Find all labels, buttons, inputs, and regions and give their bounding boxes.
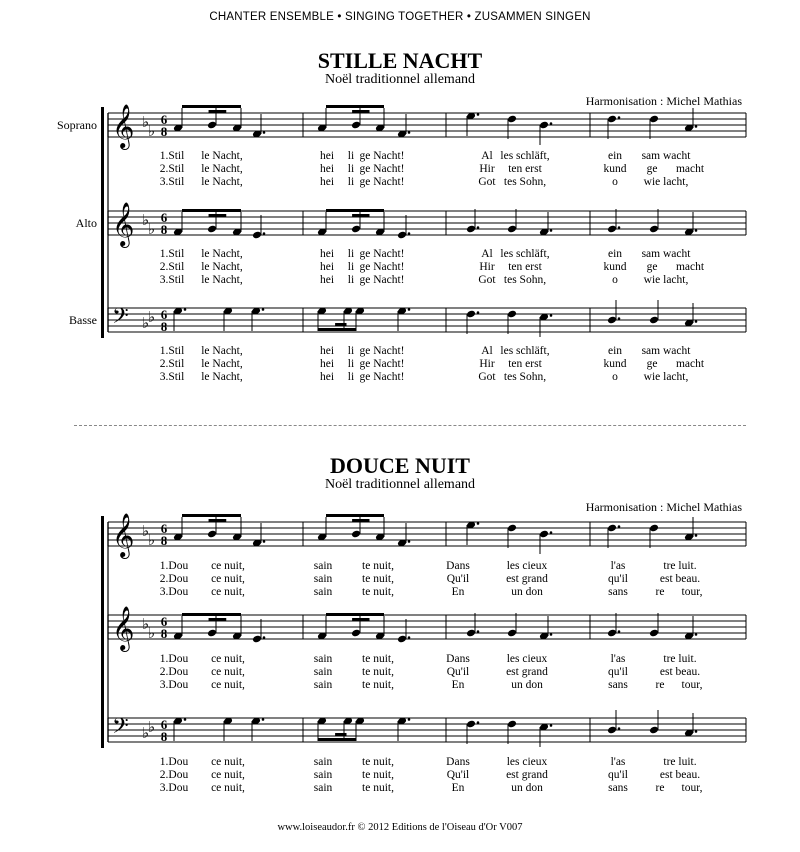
lyric-syllable: tes Sohn,: [503, 274, 547, 286]
treble-clef-icon: 𝄞: [112, 515, 135, 557]
lyric-syllable: 1.Dou: [159, 560, 189, 572]
lyric-syllable: Got: [478, 371, 496, 383]
lyric-syllable: sain: [313, 769, 333, 781]
lyric-syllable: sain: [313, 653, 333, 665]
lyric-syllable: ce nuit,: [211, 666, 245, 678]
lyric-syllable: les cieux: [506, 756, 548, 768]
lyric-syllable: re: [655, 782, 665, 794]
beam: [209, 110, 227, 113]
subtitle-douce-nuit: Noël traditionnel allemand: [324, 477, 476, 492]
lyric-syllable: est beau.: [659, 769, 701, 781]
lyric-syllable: le Nacht,: [201, 261, 243, 273]
time-signature-top: 6: [160, 521, 168, 536]
note-dot: [618, 525, 621, 528]
treble-clef-icon: 𝄞: [112, 106, 135, 148]
lyric-syllable: ce nuit,: [211, 756, 245, 768]
lyric-syllable: ce nuit,: [211, 653, 245, 665]
time-signature-top: 6: [160, 717, 168, 732]
lyric-syllable: Hir: [479, 163, 495, 175]
lyric-syllable: wie lacht,: [643, 176, 689, 188]
note-dot: [184, 308, 187, 311]
lyric-syllable: kund: [603, 358, 627, 370]
note-dot: [262, 718, 265, 721]
voice-label-basse: Basse: [69, 313, 97, 327]
lyric-syllable: sain: [313, 679, 333, 691]
lyric-syllable: le Nacht,: [201, 371, 243, 383]
time-signature-bottom: 8: [160, 626, 168, 641]
lyric-syllable: kund: [603, 163, 627, 175]
lyric-syllable: ce nuit,: [211, 679, 245, 691]
lyric-syllable: qu'il: [608, 769, 628, 781]
lyric-syllable: kund: [603, 261, 627, 273]
flat-icon: ♭: [148, 720, 156, 736]
note-dot: [618, 727, 621, 730]
lyric-syllable: te nuit,: [362, 653, 394, 665]
lyric-syllable: le Nacht,: [201, 248, 243, 260]
note-dot: [618, 116, 621, 119]
lyric-syllable: hei: [319, 176, 335, 188]
beam: [318, 738, 356, 741]
beam: [326, 105, 384, 108]
page-header: CHANTER ENSEMBLE • SINGING TOGETHER • ZUSAMMEN SINGEN: [209, 11, 591, 23]
time-signature-top: 6: [160, 307, 168, 322]
lyric-syllable: les schläft,: [500, 150, 550, 162]
lyric-syllable: tes Sohn,: [503, 371, 547, 383]
lyric-syllable: macht: [675, 358, 705, 370]
lyric-syllable: En: [451, 679, 465, 691]
lyric-syllable: sain: [313, 573, 333, 585]
lyric-syllable: hei: [319, 371, 335, 383]
lyric-syllable: Got: [478, 176, 496, 188]
lyric-syllable: sans: [608, 679, 628, 691]
lyric-syllable: ten erst: [508, 163, 542, 175]
page-footer: www.loiseaudor.fr © 2012 Editions de l'Oiseau d'Or V007: [277, 822, 523, 833]
lyric-syllable: le Nacht,: [201, 358, 243, 370]
system-bracket: [101, 107, 104, 338]
lyric-syllable: un don: [511, 679, 543, 691]
note-dot: [263, 232, 266, 235]
lyric-syllable: hei: [319, 358, 335, 370]
note-dot: [408, 131, 411, 134]
beam: [182, 105, 241, 108]
beam: [182, 514, 241, 517]
note-dot: [695, 125, 698, 128]
note-dot: [695, 534, 698, 537]
lyric-syllable: sans: [608, 586, 628, 598]
lyric-syllable: ce nuit,: [211, 573, 245, 585]
lyric-syllable: te nuit,: [362, 679, 394, 691]
lyric-syllable: est grand: [506, 573, 548, 585]
lyric-syllable: hei: [319, 150, 335, 162]
lyric-syllable: li: [347, 345, 355, 357]
beam: [182, 613, 241, 616]
lyric-syllable: ge: [646, 358, 658, 370]
lyric-syllable: ge Nacht!: [359, 358, 405, 370]
lyric-syllable: te nuit,: [362, 756, 394, 768]
note-dot: [477, 721, 480, 724]
note-dot: [618, 226, 621, 229]
lyric-syllable: Al: [481, 345, 493, 357]
lyric-syllable: ge Nacht!: [359, 163, 405, 175]
flat-icon: ♭: [142, 524, 150, 540]
beam: [326, 613, 384, 616]
lyric-syllable: ge Nacht!: [359, 176, 405, 188]
lyric-syllable: Qu'il: [446, 769, 470, 781]
lyric-syllable: ce nuit,: [211, 769, 245, 781]
lyric-syllable: li: [347, 358, 355, 370]
lyric-syllable: re: [655, 586, 665, 598]
note-dot: [550, 724, 553, 727]
flat-icon: ♭: [142, 617, 150, 633]
lyric-syllable: macht: [675, 163, 705, 175]
lyric-syllable: est beau.: [659, 573, 701, 585]
lyric-syllable: Hir: [479, 261, 495, 273]
lyric-syllable: sans: [608, 782, 628, 794]
lyric-syllable: Al: [481, 248, 493, 260]
note-dot: [695, 320, 698, 323]
note-dot: [550, 531, 553, 534]
flat-icon: ♭: [148, 124, 156, 140]
time-signature-top: 6: [160, 210, 168, 225]
time-signature-top: 6: [160, 614, 168, 629]
beam: [326, 209, 384, 212]
lyric-syllable: ten erst: [508, 261, 542, 273]
lyric-syllable: le Nacht,: [201, 150, 243, 162]
lyric-syllable: li: [347, 248, 355, 260]
lyric-syllable: qu'il: [608, 573, 628, 585]
note-dot: [618, 630, 621, 633]
note-dot: [477, 113, 480, 116]
lyric-syllable: Dans: [446, 653, 470, 665]
lyric-syllable: tre luit.: [663, 756, 697, 768]
lyric-syllable: En: [451, 782, 465, 794]
treble-clef-icon: 𝄞: [112, 204, 135, 246]
lyric-syllable: 1.Stil: [159, 345, 185, 357]
lyric-syllable: ten erst: [508, 358, 542, 370]
voice-label-soprano: Soprano: [57, 118, 97, 132]
bass-clef-icon: 𝄢: [112, 304, 129, 333]
lyric-syllable: te nuit,: [362, 586, 394, 598]
lyric-syllable: tour,: [681, 586, 703, 598]
note-dot: [477, 522, 480, 525]
beam: [209, 519, 227, 522]
lyric-syllable: les cieux: [506, 653, 548, 665]
lyric-syllable: ce nuit,: [211, 586, 245, 598]
lyric-syllable: sam wacht: [641, 248, 691, 260]
lyric-syllable: sain: [313, 586, 333, 598]
lyric-syllable: li: [347, 176, 355, 188]
lyric-syllable: 1.Dou: [159, 756, 189, 768]
note-dot: [263, 540, 266, 543]
beam: [352, 519, 369, 522]
flat-icon: ♭: [148, 626, 156, 642]
lyric-syllable: les schläft,: [500, 248, 550, 260]
lyric-syllable: sain: [313, 756, 333, 768]
note-dot: [550, 229, 553, 232]
flat-icon: ♭: [148, 222, 156, 238]
lyric-syllable: hei: [319, 274, 335, 286]
lyric-syllable: 2.Dou: [159, 666, 189, 678]
bass-clef-icon: 𝄢: [112, 714, 129, 743]
subtitle-stille-nacht: Noël traditionnel allemand: [324, 72, 476, 87]
beam: [318, 328, 356, 331]
lyric-syllable: tour,: [681, 782, 703, 794]
lyric-syllable: qu'il: [608, 666, 628, 678]
lyric-syllable: le Nacht,: [201, 163, 243, 175]
lyric-syllable: ce nuit,: [211, 782, 245, 794]
lyric-syllable: est beau.: [659, 666, 701, 678]
beam: [209, 618, 227, 621]
title-douce-nuit: DOUCE NUIT: [330, 453, 470, 478]
lyric-syllable: est grand: [506, 666, 548, 678]
lyric-syllable: wie lacht,: [643, 274, 689, 286]
lyric-syllable: li: [347, 261, 355, 273]
beam: [352, 618, 369, 621]
lyric-syllable: ge Nacht!: [359, 371, 405, 383]
lyric-syllable: 2.Stil: [159, 261, 185, 273]
lyric-syllable: l'as: [610, 653, 626, 665]
lyric-syllable: macht: [675, 261, 705, 273]
flat-icon: ♭: [142, 726, 150, 742]
note-dot: [408, 232, 411, 235]
lyric-syllable: ge Nacht!: [359, 150, 405, 162]
flat-icon: ♭: [148, 533, 156, 549]
lyric-syllable: ge Nacht!: [359, 345, 405, 357]
lyric-syllable: ein: [607, 150, 623, 162]
flat-icon: ♭: [142, 213, 150, 229]
note-dot: [262, 308, 265, 311]
lyric-syllable: re: [655, 679, 665, 691]
lyric-syllable: te nuit,: [362, 769, 394, 781]
lyric-syllable: l'as: [610, 756, 626, 768]
lyric-syllable: hei: [319, 248, 335, 260]
flat-icon: ♭: [148, 310, 156, 326]
lyric-syllable: 3.Dou: [159, 679, 189, 691]
lyric-syllable: te nuit,: [362, 666, 394, 678]
lyric-syllable: 2.Stil: [159, 163, 185, 175]
lyric-syllable: un don: [511, 782, 543, 794]
note-dot: [408, 540, 411, 543]
lyric-syllable: sain: [313, 560, 333, 572]
beam: [352, 214, 369, 217]
title-stille-nacht: STILLE NACHT: [317, 48, 483, 73]
lyric-syllable: te nuit,: [362, 560, 394, 572]
beam: [326, 514, 384, 517]
lyric-syllable: hei: [319, 163, 335, 175]
time-signature-bottom: 8: [160, 319, 168, 334]
lyric-syllable: le Nacht,: [201, 176, 243, 188]
note-dot: [695, 633, 698, 636]
lyric-syllable: un don: [511, 586, 543, 598]
lyric-syllable: tes Sohn,: [503, 176, 547, 188]
note-dot: [184, 718, 187, 721]
lyric-syllable: En: [451, 586, 465, 598]
lyric-syllable: Dans: [446, 560, 470, 572]
time-signature-bottom: 8: [160, 533, 168, 548]
lyric-syllable: hei: [319, 261, 335, 273]
beam: [209, 214, 227, 217]
lyric-syllable: Qu'il: [446, 666, 470, 678]
lyric-syllable: les schläft,: [500, 345, 550, 357]
lyric-syllable: 1.Stil: [159, 150, 185, 162]
lyric-syllable: tre luit.: [663, 653, 697, 665]
time-signature-bottom: 8: [160, 729, 168, 744]
lyric-syllable: Hir: [479, 358, 495, 370]
lyric-syllable: ge Nacht!: [359, 274, 405, 286]
lyric-syllable: 2.Dou: [159, 573, 189, 585]
note-dot: [695, 229, 698, 232]
lyric-syllable: ge Nacht!: [359, 248, 405, 260]
lyric-syllable: le Nacht,: [201, 345, 243, 357]
note-dot: [550, 122, 553, 125]
lyric-syllable: 3.Dou: [159, 782, 189, 794]
lyric-syllable: 1.Stil: [159, 248, 185, 260]
time-signature-bottom: 8: [160, 222, 168, 237]
lyric-syllable: sam wacht: [641, 345, 691, 357]
lyric-syllable: o: [612, 176, 618, 188]
lyric-syllable: ge: [646, 261, 658, 273]
lyric-syllable: tre luit.: [663, 560, 697, 572]
beam: [335, 323, 346, 326]
lyric-syllable: Got: [478, 274, 496, 286]
note-dot: [695, 730, 698, 733]
lyric-syllable: 3.Dou: [159, 586, 189, 598]
lyric-syllable: l'as: [610, 560, 626, 572]
lyric-syllable: li: [347, 274, 355, 286]
beam: [335, 733, 346, 736]
harmonisation-stille-nacht: Harmonisation : Michel Mathias: [585, 94, 742, 108]
note-dot: [550, 314, 553, 317]
note-dot: [618, 317, 621, 320]
lyric-syllable: sam wacht: [641, 150, 691, 162]
time-signature-top: 6: [160, 112, 168, 127]
harmonisation-douce-nuit: Harmonisation : Michel Mathias: [585, 500, 742, 514]
voice-label-alto: Alto: [75, 216, 97, 230]
lyric-syllable: li: [347, 163, 355, 175]
note-dot: [408, 308, 411, 311]
flat-icon: ♭: [142, 115, 150, 131]
lyric-syllable: est grand: [506, 769, 548, 781]
beam: [182, 209, 241, 212]
lyric-syllable: les cieux: [506, 560, 548, 572]
lyric-syllable: sain: [313, 666, 333, 678]
treble-clef-icon: 𝄞: [112, 608, 135, 650]
lyric-syllable: ce nuit,: [211, 560, 245, 572]
lyric-syllable: Qu'il: [446, 573, 470, 585]
lyric-syllable: 3.Stil: [159, 274, 185, 286]
note-dot: [477, 311, 480, 314]
lyric-syllable: tour,: [681, 679, 703, 691]
beam: [352, 110, 369, 113]
lyric-syllable: o: [612, 274, 618, 286]
lyric-syllable: sain: [313, 782, 333, 794]
lyric-syllable: le Nacht,: [201, 274, 243, 286]
lyric-syllable: 2.Dou: [159, 769, 189, 781]
note-dot: [550, 633, 553, 636]
lyric-syllable: ge Nacht!: [359, 261, 405, 273]
lyric-syllable: te nuit,: [362, 573, 394, 585]
note-dot: [408, 718, 411, 721]
lyric-syllable: 3.Stil: [159, 371, 185, 383]
lyric-syllable: Al: [481, 150, 493, 162]
note-dot: [263, 131, 266, 134]
note-dot: [477, 226, 480, 229]
lyric-syllable: 1.Dou: [159, 653, 189, 665]
lyric-syllable: wie lacht,: [643, 371, 689, 383]
lyric-syllable: 2.Stil: [159, 358, 185, 370]
lyric-syllable: ein: [607, 345, 623, 357]
lyric-syllable: li: [347, 371, 355, 383]
lyric-syllable: hei: [319, 345, 335, 357]
lyric-syllable: te nuit,: [362, 782, 394, 794]
lyric-syllable: ein: [607, 248, 623, 260]
note-dot: [263, 636, 266, 639]
system-bracket: [101, 516, 104, 748]
lyric-syllable: li: [347, 150, 355, 162]
time-signature-bottom: 8: [160, 124, 168, 139]
lyric-syllable: o: [612, 371, 618, 383]
note-dot: [477, 630, 480, 633]
flat-icon: ♭: [142, 316, 150, 332]
lyric-syllable: 3.Stil: [159, 176, 185, 188]
lyric-syllable: Dans: [446, 756, 470, 768]
lyric-syllable: ge: [646, 163, 658, 175]
note-dot: [408, 636, 411, 639]
